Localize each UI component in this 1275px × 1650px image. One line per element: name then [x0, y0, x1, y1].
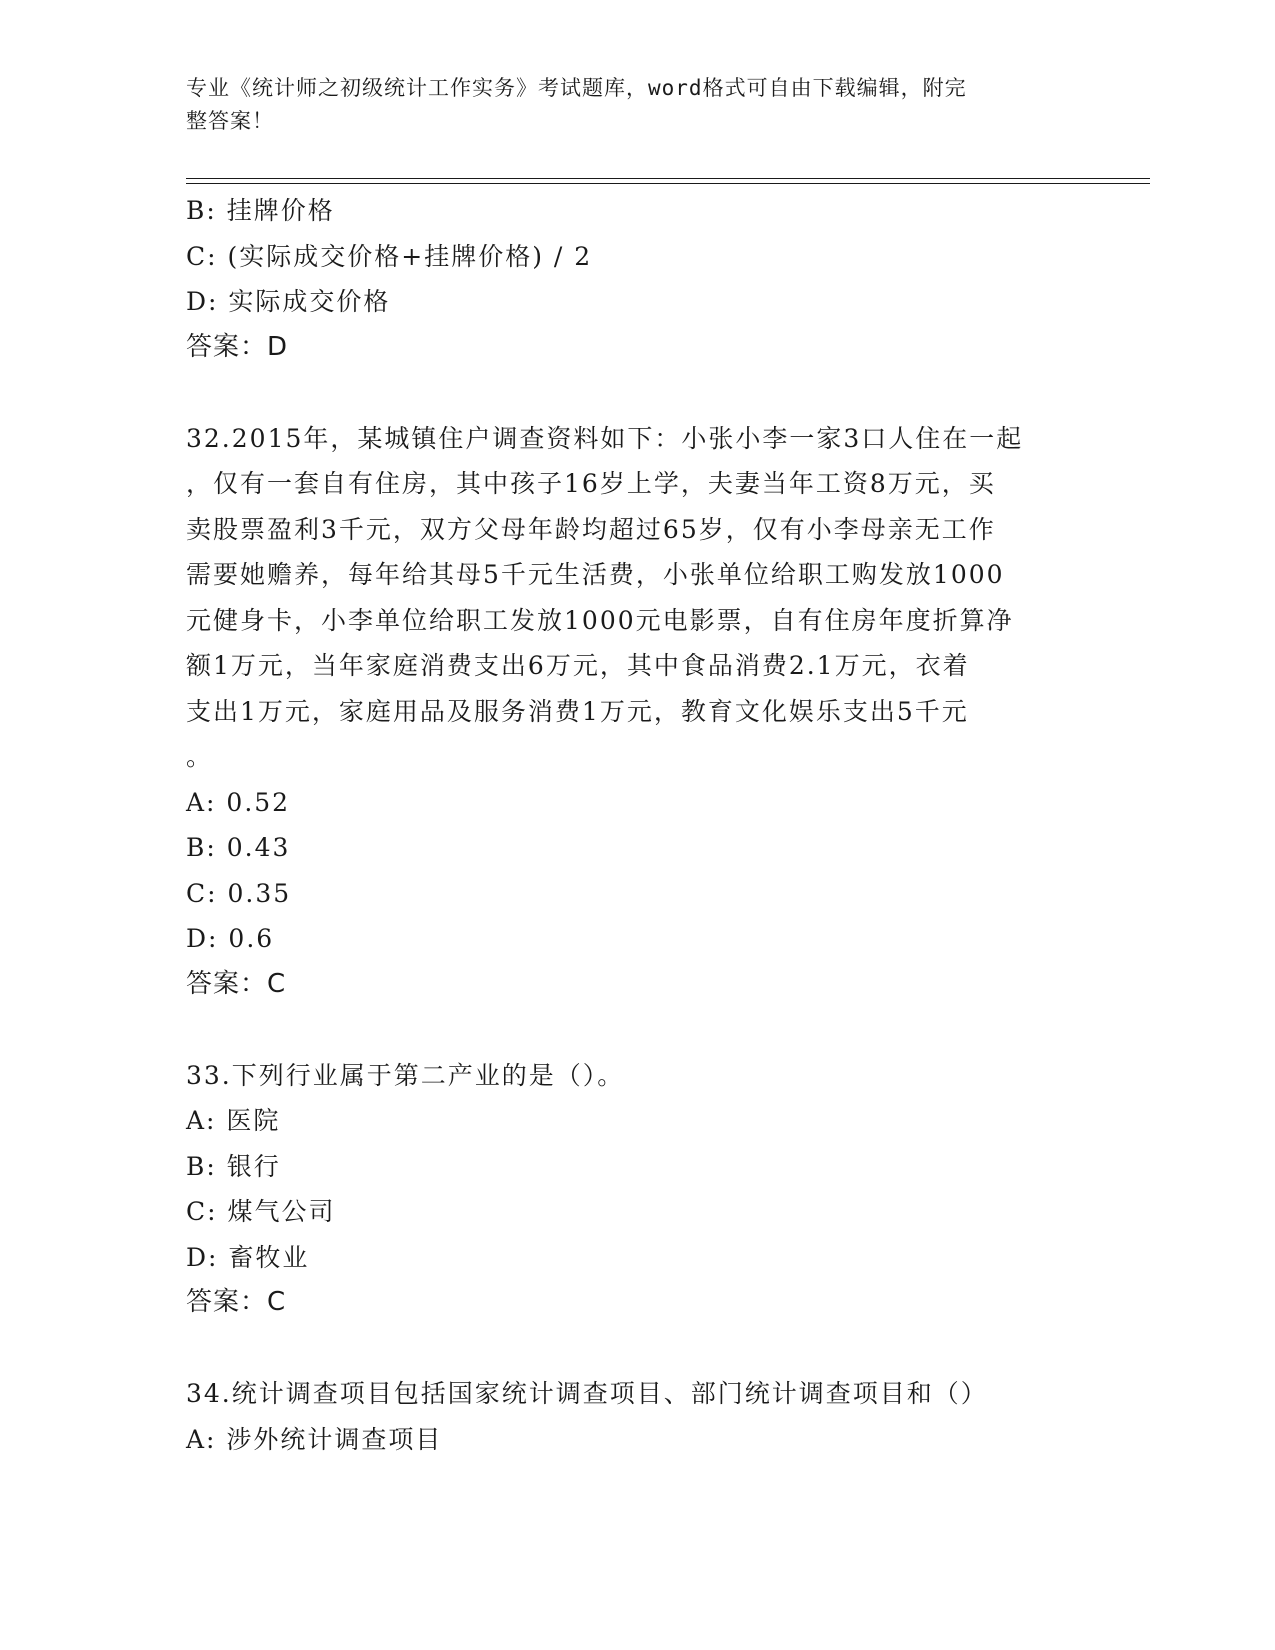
answer-label: 答案：C: [186, 968, 287, 999]
question-stem-line: 元健身卡，小李单位给职工发放1000元电影票，自有住房年度折算净: [186, 605, 1014, 635]
header-rule-top: [186, 178, 1150, 179]
question-32: [186, 416, 1086, 1008]
question-stem-line: ，仅有一套自有住房，其中孩子16岁上学，夫妻当年工资8万元，买: [186, 469, 996, 498]
question-stem: 34.统计调查项目包括国家统计调查项目、部门统计调查项目和（）: [186, 1379, 988, 1408]
option-a: A: 0.52: [186, 787, 291, 817]
question-stem-line: 卖股票盈利3千元，双方父母年龄均超过65岁，仅有小李母亲无工作: [186, 514, 996, 544]
option-c: C: (实际成交价格+挂牌价格) / 2: [186, 241, 593, 271]
option-d: D: 0.6: [186, 924, 275, 953]
spacer: [186, 1007, 1086, 1053]
question-stem: 33.下列行业属于第二产业的是（）。: [186, 1060, 625, 1090]
question-stem-line: 32.2015年，某城镇住户调查资料如下：小张小李一家3口人住在一起: [186, 423, 1024, 453]
header-note-line-1: 专业《统计师之初级统计工作实务》考试题库，word格式可自由下载编辑，附完: [186, 76, 967, 100]
question-31: [186, 188, 1086, 370]
question-stem-line: 。: [186, 742, 214, 771]
question-content: [186, 188, 1086, 1462]
answer-label: 答案：D: [186, 331, 289, 362]
option-c: C: 0.35: [186, 878, 292, 908]
question-stem-line: 额1万元，当年家庭消费支出6万元，其中食品消费2.1万元，衣着: [186, 651, 970, 680]
header-note: [186, 72, 1066, 138]
spacer: [186, 1326, 1086, 1372]
spacer: [186, 370, 1086, 416]
option-c: C: 煤气公司: [186, 1197, 336, 1226]
question-stem-line: 支出1万元，家庭用品及服务消费1万元，教育文化娱乐支出5千元: [186, 696, 969, 726]
question-34: [186, 1371, 1086, 1462]
question-stem-line: 需要她赡养，每年给其母5千元生活费，小张单位给职工购发放1000: [186, 560, 1005, 589]
option-a: A: 涉外统计调查项目: [186, 1424, 443, 1454]
header-rule-bottom: [186, 183, 1150, 184]
option-d: D: 畜牧业: [186, 1242, 310, 1272]
answer-label: 答案：C: [186, 1287, 287, 1317]
option-b: B: 挂牌价格: [186, 196, 335, 225]
option-b: B: 0.43: [186, 833, 291, 862]
question-33: [186, 1053, 1086, 1326]
option-a: A: 医院: [186, 1106, 281, 1135]
header-note-line-2: 整答案！: [186, 109, 274, 133]
option-b: B: 银行: [186, 1151, 281, 1181]
option-d: D: 实际成交价格: [186, 287, 391, 316]
